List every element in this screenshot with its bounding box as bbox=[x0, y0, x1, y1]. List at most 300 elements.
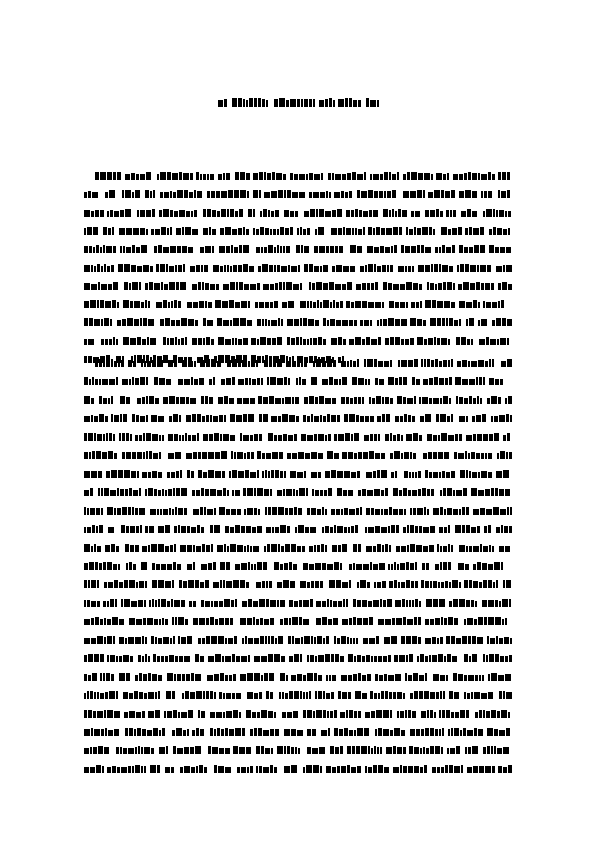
glyph-mark bbox=[226, 562, 230, 570]
glyph-mark bbox=[286, 361, 291, 367]
glyph-mark bbox=[179, 435, 181, 441]
glyph-mark bbox=[258, 509, 260, 515]
glyph-mark bbox=[114, 211, 119, 217]
glyph-mark bbox=[311, 414, 313, 422]
glyph-mark bbox=[442, 245, 445, 253]
glyph-mark bbox=[496, 636, 498, 644]
glyph-mark bbox=[177, 564, 181, 570]
glyph-mark bbox=[268, 433, 273, 441]
glyph-mark bbox=[180, 545, 186, 552]
glyph-mark bbox=[506, 265, 512, 272]
glyph-mark bbox=[307, 301, 309, 308]
glyph-mark bbox=[333, 601, 337, 607]
glyph-mark bbox=[220, 562, 225, 570]
glyph-mark bbox=[335, 747, 339, 754]
glyph-mark bbox=[94, 433, 96, 441]
glyph-mark bbox=[209, 397, 213, 404]
glyph-mark bbox=[349, 710, 353, 718]
glyph-mark bbox=[345, 98, 348, 107]
glyph-mark bbox=[265, 228, 269, 235]
glyph-mark bbox=[148, 319, 154, 326]
glyph-mark bbox=[504, 637, 509, 644]
glyph-mark bbox=[204, 507, 206, 515]
glyph-mark bbox=[329, 282, 334, 290]
glyph-mark bbox=[254, 488, 256, 496]
glyph-mark bbox=[169, 266, 174, 272]
glyph-mark bbox=[232, 229, 237, 235]
glyph-mark bbox=[443, 488, 446, 496]
glyph-mark bbox=[444, 527, 447, 533]
glyph-mark bbox=[235, 525, 240, 533]
glyph-mark bbox=[488, 580, 492, 588]
glyph-mark bbox=[140, 318, 142, 326]
glyph-mark bbox=[339, 246, 343, 253]
glyph-mark bbox=[226, 711, 232, 718]
glyph-mark bbox=[277, 359, 282, 367]
glyph-mark bbox=[473, 434, 476, 441]
glyph-mark bbox=[172, 730, 175, 736]
glyph-mark bbox=[347, 637, 349, 644]
glyph-mark bbox=[168, 434, 173, 441]
glyph-mark bbox=[111, 544, 115, 552]
glyph-mark bbox=[161, 599, 166, 607]
glyph-mark bbox=[379, 379, 384, 385]
glyph-mark bbox=[353, 544, 357, 552]
glyph-mark bbox=[468, 675, 474, 681]
glyph-mark bbox=[431, 360, 434, 367]
glyph-mark bbox=[135, 637, 141, 644]
glyph-mark bbox=[408, 710, 411, 718]
glyph-mark bbox=[180, 767, 183, 773]
glyph-mark bbox=[197, 414, 201, 422]
glyph-mark bbox=[390, 453, 393, 459]
glyph-mark bbox=[160, 319, 164, 326]
glyph-mark bbox=[348, 675, 352, 681]
glyph-mark bbox=[495, 488, 498, 496]
glyph-mark bbox=[88, 580, 90, 588]
glyph-mark bbox=[255, 302, 258, 308]
glyph-mark bbox=[446, 675, 448, 681]
glyph-mark bbox=[234, 247, 238, 253]
glyph-mark bbox=[259, 599, 265, 607]
glyph-mark bbox=[247, 191, 249, 198]
glyph-mark bbox=[130, 545, 134, 552]
glyph-mark bbox=[117, 488, 119, 496]
glyph-mark bbox=[212, 747, 218, 754]
glyph-mark bbox=[211, 544, 213, 552]
glyph-mark bbox=[186, 674, 190, 681]
glyph-mark bbox=[441, 190, 444, 198]
glyph-mark bbox=[216, 284, 219, 290]
glyph-mark bbox=[176, 228, 181, 235]
glyph-mark bbox=[286, 282, 292, 290]
glyph-mark bbox=[240, 433, 242, 441]
glyph-mark bbox=[219, 748, 224, 754]
glyph-mark bbox=[230, 282, 235, 290]
glyph-mark bbox=[208, 746, 211, 754]
glyph-mark bbox=[482, 563, 487, 570]
glyph-mark bbox=[217, 545, 223, 552]
glyph-mark bbox=[304, 99, 308, 107]
glyph-mark bbox=[230, 618, 233, 625]
glyph-mark bbox=[404, 471, 408, 478]
glyph-mark bbox=[219, 618, 224, 625]
glyph-mark bbox=[97, 601, 100, 607]
glyph-mark bbox=[233, 710, 238, 718]
glyph-mark bbox=[373, 210, 378, 217]
text-line bbox=[0, 432, 595, 441]
glyph-mark bbox=[100, 673, 102, 681]
glyph-mark bbox=[452, 656, 457, 662]
glyph-mark bbox=[198, 282, 201, 290]
glyph-mark bbox=[201, 527, 204, 533]
glyph-mark bbox=[220, 434, 222, 441]
glyph-mark bbox=[403, 527, 406, 533]
glyph-mark bbox=[191, 767, 195, 773]
glyph-mark bbox=[341, 509, 343, 515]
glyph-mark bbox=[215, 452, 220, 459]
glyph-mark bbox=[193, 601, 196, 607]
glyph-mark bbox=[243, 245, 249, 253]
glyph-mark bbox=[264, 192, 270, 198]
glyph-mark bbox=[153, 654, 156, 662]
glyph-mark bbox=[451, 359, 453, 367]
glyph-mark bbox=[147, 730, 152, 736]
glyph-mark bbox=[199, 301, 204, 308]
glyph-mark bbox=[464, 247, 468, 253]
glyph-mark bbox=[381, 470, 387, 478]
glyph-mark bbox=[509, 452, 512, 459]
glyph-mark bbox=[175, 656, 178, 662]
glyph-mark bbox=[84, 433, 87, 441]
glyph-mark bbox=[486, 655, 488, 662]
glyph-mark bbox=[195, 746, 201, 754]
glyph-mark bbox=[415, 526, 418, 533]
glyph-mark bbox=[196, 728, 199, 736]
glyph-mark bbox=[242, 728, 245, 736]
glyph-mark bbox=[298, 508, 302, 515]
glyph-mark bbox=[135, 545, 139, 552]
glyph-mark bbox=[391, 564, 393, 570]
glyph-mark bbox=[508, 712, 510, 718]
glyph-mark bbox=[374, 489, 380, 496]
glyph-mark bbox=[301, 637, 303, 644]
glyph-mark bbox=[191, 673, 194, 681]
glyph-mark bbox=[133, 361, 136, 367]
glyph-mark bbox=[379, 563, 385, 570]
glyph-mark bbox=[163, 337, 166, 345]
glyph-mark bbox=[417, 190, 422, 198]
glyph-mark bbox=[95, 172, 99, 180]
glyph-mark bbox=[133, 564, 136, 570]
glyph-mark bbox=[449, 398, 451, 404]
glyph-mark bbox=[327, 599, 329, 607]
glyph-mark bbox=[147, 337, 149, 345]
glyph-mark bbox=[84, 619, 90, 625]
glyph-mark bbox=[298, 525, 304, 533]
glyph-mark bbox=[223, 284, 229, 290]
glyph-mark bbox=[395, 211, 397, 217]
glyph-mark bbox=[201, 711, 205, 718]
glyph-mark bbox=[91, 546, 93, 552]
glyph-mark bbox=[473, 509, 479, 515]
glyph-mark bbox=[107, 211, 109, 217]
glyph-mark bbox=[234, 190, 239, 198]
glyph-mark bbox=[500, 379, 503, 385]
glyph-mark bbox=[146, 377, 148, 385]
glyph-mark bbox=[214, 692, 216, 699]
glyph-mark bbox=[377, 544, 381, 552]
glyph-mark bbox=[415, 211, 420, 217]
glyph-mark bbox=[169, 655, 174, 662]
glyph-mark bbox=[330, 711, 333, 718]
glyph-mark bbox=[418, 637, 421, 644]
glyph-mark bbox=[226, 173, 230, 180]
glyph-mark bbox=[280, 619, 283, 625]
glyph-mark bbox=[133, 490, 138, 496]
glyph-mark bbox=[448, 617, 453, 625]
glyph-mark bbox=[169, 508, 171, 515]
glyph-mark bbox=[104, 488, 109, 496]
glyph-mark bbox=[108, 284, 112, 290]
glyph-mark bbox=[385, 544, 388, 552]
glyph-mark bbox=[167, 472, 170, 478]
glyph-mark bbox=[206, 618, 209, 625]
glyph-mark bbox=[338, 99, 344, 107]
glyph-mark bbox=[471, 488, 477, 496]
glyph-mark bbox=[176, 397, 179, 404]
glyph-mark bbox=[240, 580, 245, 588]
glyph-mark bbox=[211, 339, 214, 345]
glyph-mark bbox=[289, 508, 293, 515]
glyph-mark bbox=[146, 433, 151, 441]
glyph-mark bbox=[506, 692, 512, 699]
glyph-mark bbox=[125, 174, 130, 180]
glyph-mark bbox=[354, 656, 356, 662]
glyph-mark bbox=[172, 617, 174, 625]
glyph-mark bbox=[390, 710, 392, 718]
glyph-mark bbox=[108, 451, 113, 459]
glyph-mark bbox=[84, 283, 90, 290]
glyph-mark bbox=[119, 637, 124, 644]
glyph-mark bbox=[84, 452, 88, 459]
glyph-mark bbox=[164, 192, 169, 198]
glyph-mark bbox=[306, 488, 308, 496]
glyph-mark bbox=[342, 452, 347, 459]
glyph-mark bbox=[126, 397, 130, 404]
glyph-mark bbox=[417, 245, 420, 253]
glyph-mark bbox=[123, 692, 128, 699]
glyph-mark bbox=[507, 190, 510, 198]
glyph-mark bbox=[116, 339, 118, 345]
glyph-mark bbox=[178, 525, 180, 533]
glyph-mark bbox=[136, 582, 138, 588]
glyph-mark bbox=[405, 339, 409, 345]
glyph-mark bbox=[197, 191, 202, 198]
glyph-mark bbox=[294, 319, 299, 326]
glyph-mark bbox=[459, 245, 463, 253]
glyph-mark bbox=[191, 527, 196, 533]
glyph-mark bbox=[279, 98, 285, 107]
glyph-mark bbox=[84, 710, 87, 718]
glyph-mark bbox=[104, 318, 109, 326]
glyph-mark bbox=[277, 378, 283, 385]
glyph-mark bbox=[412, 377, 415, 385]
glyph-mark bbox=[280, 600, 285, 607]
glyph-mark bbox=[486, 302, 491, 308]
glyph-mark bbox=[505, 211, 507, 217]
glyph-mark bbox=[350, 360, 352, 367]
glyph-mark bbox=[333, 618, 338, 625]
glyph-mark bbox=[94, 654, 99, 662]
glyph-mark bbox=[185, 433, 187, 441]
glyph-mark bbox=[295, 747, 297, 754]
glyph-mark bbox=[271, 544, 277, 552]
glyph-mark bbox=[232, 98, 237, 107]
glyph-mark bbox=[117, 508, 121, 515]
glyph-mark bbox=[170, 210, 173, 217]
glyph-mark bbox=[284, 377, 287, 385]
glyph-mark bbox=[213, 582, 219, 588]
glyph-mark bbox=[165, 581, 171, 588]
glyph-mark bbox=[488, 191, 492, 198]
glyph-mark bbox=[424, 339, 427, 345]
glyph-mark bbox=[496, 471, 502, 478]
glyph-mark bbox=[444, 618, 447, 625]
glyph-mark bbox=[158, 245, 162, 253]
glyph-mark bbox=[183, 581, 187, 588]
glyph-mark bbox=[424, 765, 427, 773]
glyph-mark bbox=[353, 674, 357, 681]
glyph-mark bbox=[277, 265, 280, 272]
glyph-mark bbox=[356, 508, 359, 515]
glyph-mark bbox=[250, 729, 253, 736]
glyph-mark bbox=[263, 730, 269, 736]
glyph-mark bbox=[446, 318, 448, 326]
glyph-mark bbox=[145, 526, 148, 533]
glyph-mark bbox=[297, 546, 301, 552]
glyph-mark bbox=[266, 581, 268, 588]
glyph-mark bbox=[354, 320, 357, 326]
glyph-mark bbox=[427, 509, 429, 515]
glyph-mark bbox=[436, 173, 442, 180]
glyph-mark bbox=[268, 711, 273, 718]
glyph-mark bbox=[307, 729, 311, 736]
glyph-mark bbox=[300, 691, 302, 699]
glyph-mark bbox=[472, 416, 475, 422]
glyph-mark bbox=[397, 692, 402, 699]
glyph-mark bbox=[441, 747, 443, 754]
glyph-mark bbox=[357, 582, 359, 588]
glyph-mark bbox=[140, 525, 142, 533]
glyph-mark bbox=[84, 655, 87, 662]
glyph-mark bbox=[487, 398, 490, 404]
glyph-mark bbox=[99, 359, 102, 367]
glyph-mark bbox=[453, 673, 457, 681]
glyph-mark bbox=[406, 302, 408, 308]
glyph-mark bbox=[455, 525, 461, 533]
glyph-mark bbox=[307, 655, 309, 662]
glyph-mark bbox=[147, 618, 153, 625]
glyph-mark bbox=[292, 617, 298, 625]
glyph-mark bbox=[202, 416, 205, 422]
glyph-mark bbox=[338, 228, 342, 235]
glyph-mark bbox=[275, 210, 279, 217]
glyph-mark bbox=[257, 712, 260, 718]
glyph-mark bbox=[88, 339, 94, 345]
glyph-mark bbox=[425, 728, 429, 736]
glyph-mark bbox=[124, 282, 128, 290]
glyph-mark bbox=[207, 191, 210, 198]
glyph-mark bbox=[193, 562, 195, 570]
glyph-mark bbox=[231, 451, 233, 459]
glyph-mark bbox=[401, 360, 407, 367]
glyph-mark bbox=[291, 266, 297, 272]
glyph-mark bbox=[405, 673, 407, 681]
glyph-mark bbox=[142, 729, 146, 736]
glyph-mark bbox=[186, 453, 192, 459]
glyph-mark bbox=[95, 359, 98, 367]
glyph-mark bbox=[332, 173, 334, 180]
glyph-mark bbox=[173, 488, 175, 496]
glyph-mark bbox=[173, 636, 175, 644]
glyph-mark bbox=[328, 619, 332, 625]
glyph-mark bbox=[84, 507, 86, 515]
glyph-mark bbox=[122, 433, 125, 441]
glyph-mark bbox=[208, 452, 214, 459]
glyph-mark bbox=[243, 227, 245, 235]
glyph-mark bbox=[265, 470, 267, 478]
glyph-mark bbox=[92, 525, 95, 533]
glyph-mark bbox=[411, 172, 417, 180]
glyph-mark bbox=[458, 563, 464, 570]
glyph-mark bbox=[100, 693, 104, 699]
glyph-mark bbox=[294, 434, 297, 441]
glyph-mark bbox=[261, 656, 267, 662]
glyph-mark bbox=[283, 580, 289, 588]
glyph-mark bbox=[484, 526, 487, 533]
glyph-mark bbox=[482, 600, 487, 607]
glyph-mark bbox=[341, 397, 345, 404]
glyph-mark bbox=[351, 767, 356, 773]
glyph-mark bbox=[103, 562, 106, 570]
glyph-mark bbox=[348, 527, 350, 533]
glyph-mark bbox=[378, 434, 380, 441]
glyph-mark bbox=[153, 190, 155, 198]
glyph-mark bbox=[84, 729, 90, 736]
glyph-mark bbox=[480, 398, 482, 404]
glyph-mark bbox=[276, 173, 282, 180]
glyph-mark bbox=[315, 229, 317, 235]
text-line bbox=[0, 208, 595, 217]
glyph-mark bbox=[365, 766, 367, 773]
glyph-mark bbox=[315, 490, 319, 496]
glyph-mark bbox=[456, 337, 460, 345]
text-line bbox=[0, 635, 595, 644]
glyph-mark bbox=[177, 190, 183, 198]
glyph-mark bbox=[190, 266, 195, 272]
glyph-mark bbox=[288, 265, 290, 272]
glyph-mark bbox=[497, 453, 499, 459]
glyph-mark bbox=[137, 728, 141, 736]
glyph-mark bbox=[95, 617, 99, 625]
glyph-mark bbox=[257, 470, 259, 478]
glyph-mark bbox=[332, 767, 336, 773]
glyph-mark bbox=[104, 710, 106, 718]
glyph-mark bbox=[361, 191, 367, 198]
glyph-mark bbox=[508, 284, 512, 290]
glyph-mark bbox=[380, 174, 383, 180]
